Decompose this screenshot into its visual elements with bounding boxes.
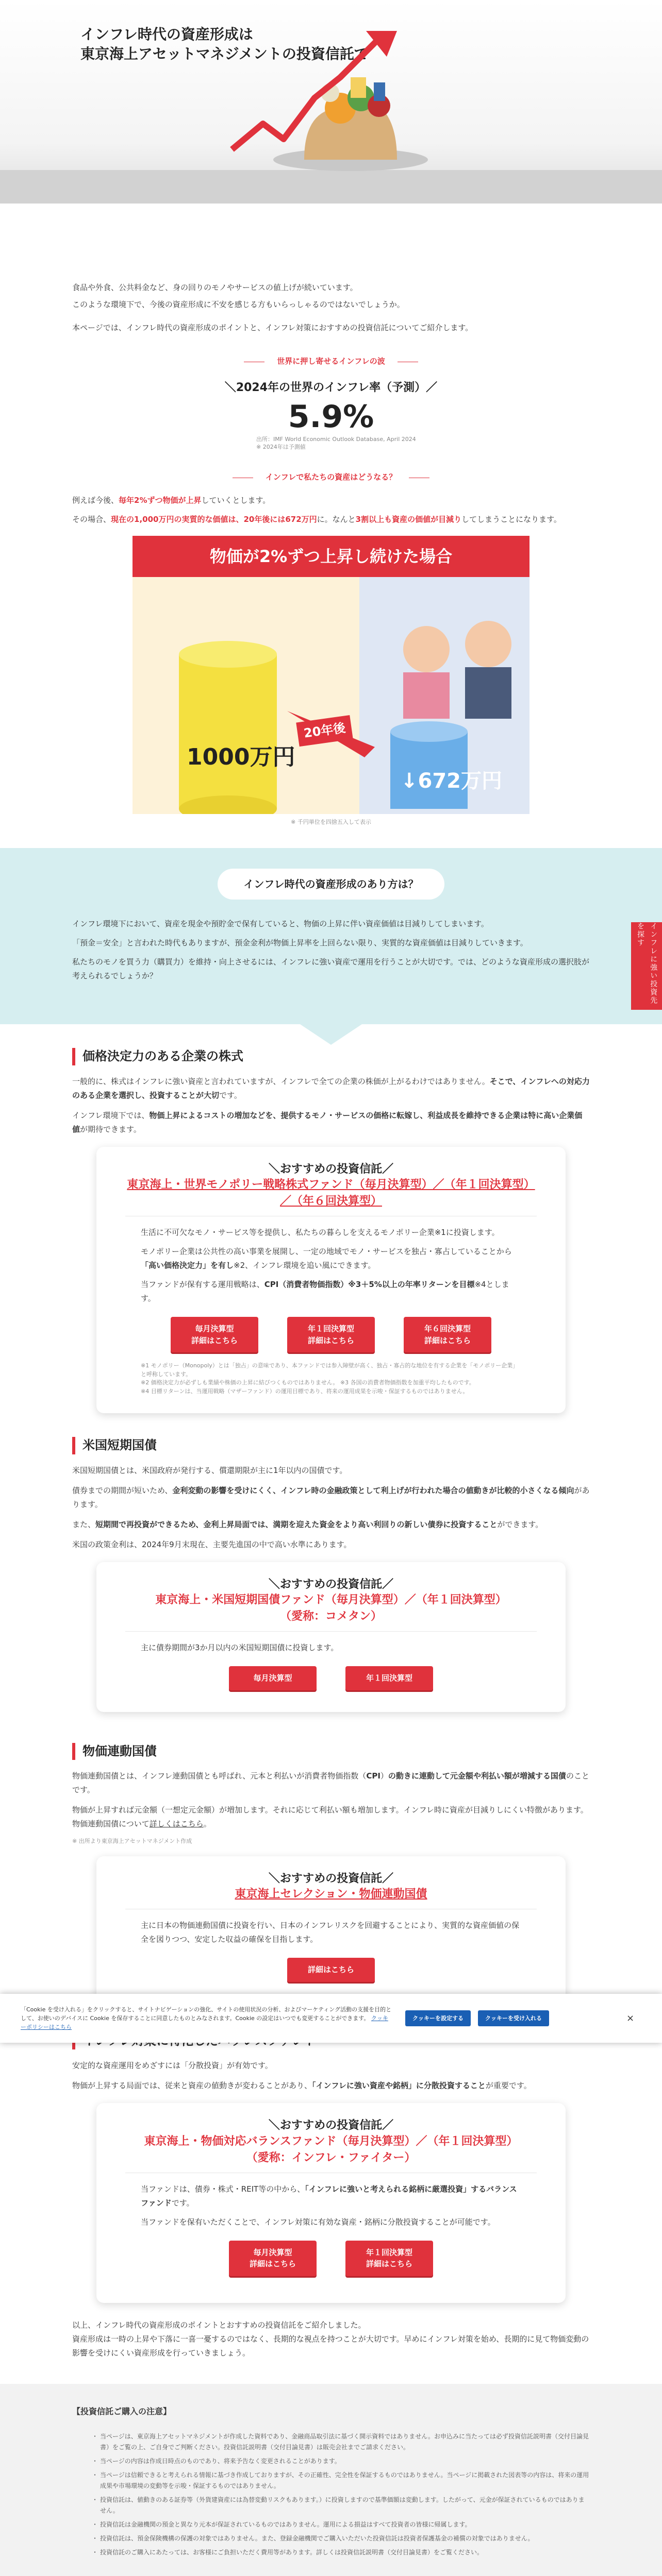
body-text: 当ファンドを保有いただくことで、インフレ対策に有効な資産・銘柄に分散投資することが可能です。 bbox=[141, 2217, 495, 2227]
asset-formation-section bbox=[0, 848, 662, 1024]
monthly-detail-button[interactable]: 毎月決算型 詳細はこちら bbox=[229, 2241, 317, 2276]
fund-name-link[interactable]: 東京海上・米国短期国債ファンド（毎月決算型）／（年１回決算型） （愛称：コメタン） bbox=[125, 1592, 537, 1632]
years-badge: 20年後 bbox=[296, 715, 353, 747]
fine-print: ※4 目標リターンは、当運用戦略（マザーファンド）の運用目標であり、将来の運用成果を示唆・保証するものではありません。 bbox=[141, 1387, 469, 1395]
button-row bbox=[125, 1317, 537, 1352]
body-text: 例えば今後、毎年2%ずつ物価が上昇していくとします。 bbox=[72, 496, 271, 505]
body-text: その場合、現在の1,000万円の実質的な価値は、20年後には672万円に。なんと3割以上も資産の価値が目減りしてしまうことになります。 bbox=[72, 515, 561, 524]
body-text: 安定的な資産運用をめざすには「分散投資」が有効です。 bbox=[72, 2061, 273, 2071]
annual-detail-button[interactable]: 年１回決算型 bbox=[345, 1666, 433, 1690]
inflation-rate-box bbox=[220, 378, 442, 451]
purchase-notice bbox=[0, 2384, 662, 2576]
body-text: モノポリー企業は公共性の高い事業を展開し、一定の地域でモノ・サービスを独占・寡占していることから「高い価格決定力」を有し※2、インフレ環境を追い風にできます。 bbox=[141, 1247, 512, 1270]
button-row bbox=[125, 1958, 537, 1982]
hero-title-line1: インフレ時代の資産形成は bbox=[80, 26, 253, 43]
section-heading: インフレで私たちの資産はどうなる？ bbox=[72, 470, 590, 484]
equity-section bbox=[72, 1048, 590, 1137]
fund-card-monopoly bbox=[96, 1147, 566, 1413]
section-heading: インフレ時代の資産形成のあり方は？ bbox=[218, 869, 444, 900]
body-text: 物価が上昇する局面では、従来と資産の値動きが変わることがあり、「インフレに強い資産や銘柄」に分散投資することが重要です。 bbox=[72, 2081, 532, 2091]
list-item: ・ 投資信託は、預金保険機構の保護の対象ではありません。また、登録金融機関でご購入いただいた投資信託は投資者保護基金の補償の対象ではありません。 bbox=[93, 2533, 590, 2544]
detail-link[interactable]: 詳しくはこちら bbox=[149, 1819, 204, 1829]
body-text: 以上、インフレ時代の資産形成のポイントとおすすめの投資信託をご紹介しました。 bbox=[72, 2320, 366, 2330]
hero-title-line2: 東京海上アセットマネジメントの投資信託で bbox=[80, 45, 369, 62]
amount-now: 1000万円 bbox=[187, 744, 295, 771]
list-item: ・ 投資信託のご購入にあたっては、お客様にご負担いただく費用等があります。詳しくは投資信託説明書（交付目論見書）をご覧ください。 bbox=[93, 2547, 590, 2558]
intro bbox=[72, 204, 590, 335]
inflation-rate-value: 5.9% bbox=[288, 398, 374, 435]
body-text: 一般的に、株式はインフレに強い資産と言われていますが、インフレで全ての企業の株価が上がるわけではありません。そこで、インフレへの対応力のある企業を選択し、投資することが大切です。 bbox=[72, 1076, 590, 1100]
fund-card-treasury bbox=[96, 1562, 566, 1712]
body-text: 主に日本の物価連動国債に投資を行い、日本のインフレリスクを回避することにより、実質的な資産価値の保全を図りつつ、安定した収益の確保を目指します。 bbox=[141, 1921, 520, 1944]
annual-detail-button[interactable]: 年１回決算型 詳細はこちら bbox=[345, 2241, 433, 2276]
illustration-banner: 物価が2%ずつ上昇し続けた場合 bbox=[133, 536, 529, 577]
notice-title: 【投資信託ご購入の注意】 bbox=[72, 2406, 172, 2416]
body-text: 私たちのモノを買う力（購買力）を維持・向上させるには、インフレに強い資産で運用を行うことが大切です。では、どのような資産形成の選択肢が考えられるでしょうか？ bbox=[72, 957, 590, 981]
cookie-accept-button[interactable]: クッキーを受け入れる bbox=[478, 2010, 549, 2026]
fund-card-linked bbox=[96, 1856, 566, 2009]
list-item: ・ 当ページは信頼できると考えられる情報に基づき作成しておりますが、その正確性、完全性を保証するものではありません。当ページに掲載された図表等の内容は、将来の運用成果や市場環境の変動等を示唆・保証するものではありません。 bbox=[93, 2470, 590, 2492]
fund-card-label: ＼おすすめの投資信託／ bbox=[268, 2119, 394, 2132]
body-text: また、短期間で再投資ができるため、金利上昇局面では、満期を迎えた資金をより高い利回りの新しい債券に投資することができます。 bbox=[72, 1519, 543, 1529]
monthly-detail-button[interactable]: 毎月決算型 bbox=[229, 1666, 317, 1690]
amount-after: ↓672万円 bbox=[401, 769, 503, 793]
outro bbox=[72, 2318, 590, 2360]
section-heading: 世界に押し寄せるインフレの波 bbox=[72, 354, 590, 368]
inflation-rate-label: ＼2024年の世界のインフレ率（予測）／ bbox=[224, 381, 438, 394]
cookie-settings-button[interactable]: クッキーを設定する bbox=[405, 2010, 471, 2026]
fine-print: ※2 価格決定力が必ずしも業績や株価の上昇に結びつくものではありません。 ※3 各国の消費者物価指数を加重平均したものです。 bbox=[141, 1379, 475, 1386]
cookie-text: 「Cookie を受け入れる」をクリックすると、サイトナビゲーションの強化、サイトの使用状況の分析、およびマーケティング活動の支援を目的として、お使いのデバイスに Cookie を保存することに同意したものとみなされます。Cookie の設定はいつでも変更することができます。 クッキーポリシーはこちら bbox=[21, 2006, 392, 2031]
section-title: 物価連動国債 bbox=[72, 1743, 590, 1760]
body-text: 米国短期国債とは、米国政府が発行する、償還期限が主に1年以内の国債です。 bbox=[72, 1465, 347, 1475]
body-text: インフレ環境下において、資産を現金や預貯金で保有していると、物価の上昇に伴い資産価値は目減りしてしまいます。 bbox=[72, 919, 489, 929]
button-row bbox=[125, 1666, 537, 1690]
cookie-policy-link[interactable]: クッキーポリシーはこちら bbox=[21, 2014, 388, 2031]
detail-button[interactable]: 詳細はこちら bbox=[287, 1958, 375, 1982]
fund-card-label: ＼おすすめの投資信託／ bbox=[268, 1578, 394, 1591]
rising-prices-illustration bbox=[227, 21, 449, 175]
body-text: 米国の政策金利は、2024年9月末現在、主要先進国の中で高い水準にあります。 bbox=[72, 1539, 352, 1549]
illustration-note: ※ 千円単位を四捨五入して表示 bbox=[291, 819, 371, 826]
intro-text: このような環境下で、今後の資産形成に不安を感じる方もいらっしゃるのではないでしょうか。 bbox=[72, 300, 405, 309]
section-title: 価格決定力のある企業の株式 bbox=[72, 1048, 590, 1065]
list-item: ・ 投資信託は、値動きのある証券等（外貨建資産には為替変動リスクもあります。）に投資しますので基準価額は変動します。したがって、元金が保証されているものではありません。 bbox=[93, 2495, 590, 2516]
monthly-detail-button[interactable]: 毎月決算型 詳細はこちら bbox=[171, 1317, 258, 1352]
fund-card-label: ＼おすすめの投資信託／ bbox=[268, 1162, 394, 1176]
body-text: 資産形成は一時の上昇や下落に一喜一憂するのではなく、長期的な視点を持つことが大切です。早めにインフレ対策を始め、長期的に見て物価変動の影響を受けにくい資産形成を行っていきましょう。 bbox=[72, 2334, 589, 2358]
close-icon[interactable]: × bbox=[626, 2012, 635, 2024]
section-title: 米国短期国債 bbox=[72, 1437, 590, 1454]
price-rise-illustration bbox=[133, 536, 529, 814]
list-item: ・ 当ページは、東京海上アセットマネジメントが作成した資料であり、金融商品取引法に基づく開示資料ではありません。お申込みに当たっては必ず投資信託説明書（交付目論見書）をご覧の上、ご自身でご判断ください。投資信託説明書（交付目論見書）は販売会社までご請求ください。 bbox=[93, 2431, 590, 2453]
body-text: 物価連動国債とは、インフレ連動国債とも呼ばれ、元本と利払いが消費者物価指数（CPI）の動きに連動して元金額や利払い額が増減する国債のことです。 bbox=[72, 1771, 589, 1795]
list-item: ・ 当ページの内容は作成日時点のものであり、将来予告なく変更されることがあります。 bbox=[93, 2456, 590, 2467]
find-investment-side-tab[interactable]: インフレに強い投資先を探す bbox=[631, 922, 662, 1010]
fine-print: ※1 モノポリー（Monopoly）とは「独占」の意味であり、本ファンドでは参入障壁が高く、独占・寡占的な地位を有する企業を「モノポリー企業」と呼称しています。 bbox=[141, 1362, 519, 1378]
money-section bbox=[72, 470, 590, 527]
body-text: インフレ環境下では、物価上昇によるコストの増加などを、提供するモノ・サービスの価格に転嫁し、利益成長を維持できる企業は特に高い企業価値が期待できます。 bbox=[72, 1110, 583, 1134]
intro-text: 本ページでは、インフレ時代の資産形成のポイントと、インフレ対策におすすめの投資信託についてご紹介します。 bbox=[72, 323, 473, 332]
body-text: 主に債券期間が3か月以内の米国短期国債に投資します。 bbox=[141, 1643, 339, 1653]
hero bbox=[0, 0, 662, 204]
fund-name-link[interactable]: 東京海上・世界モノポリー戦略株式ファンド（毎月決算型）／（年１回決算型）／（年６回決算型） bbox=[125, 1177, 537, 1216]
body-text: 生活に不可欠なモノ・サービス等を提供し、私たちの暮らしを支えるモノポリー企業※1に投資します。 bbox=[141, 1228, 500, 1238]
fine-print: ※ 出所より東京海上アセットマネジメント作成 bbox=[72, 1838, 192, 1845]
body-text: 当ファンドは、債券・株式・REIT等の中から、「インフレに強いと考えられる銘柄に厳選投資」するバランスファンドです。 bbox=[141, 2184, 517, 2208]
button-row bbox=[125, 2241, 537, 2276]
fund-name-link[interactable]: 東京海上・物価対応バランスファンド（毎月決算型）／（年１回決算型） （愛称：インフレ・ファイター） bbox=[125, 2133, 537, 2173]
body-text: 当ファンドが保有する運用戦略は、CPI（消費者物価指数）※3＋5%以上の年率リターンを目標※4とします。 bbox=[141, 1280, 509, 1303]
intro-text: 食品や外食、公共料金など、身の回りのモノやサービスの値上げが続いています。 bbox=[72, 283, 358, 292]
treasury-section bbox=[72, 1437, 590, 1552]
down-arrow-icon bbox=[300, 1024, 362, 1045]
body-text: 債券までの期間が短いため、金利変動の影響を受けにくく、インフレ時の金融政策として利上げが行われた場合の値動きが比較的小さくなる傾向があります。 bbox=[72, 1485, 590, 1509]
fund-card-balance bbox=[96, 2103, 566, 2302]
fund-card-label: ＼おすすめの投資信託／ bbox=[268, 1872, 394, 1885]
six-times-detail-button[interactable]: 年６回決算型 詳細はこちら bbox=[404, 1317, 491, 1352]
list-item: ・ 投資信託は金融機関の預金と異なり元本が保証されているものではありません。運用による損益はすべて投資者の皆様に帰属します。 bbox=[93, 2519, 590, 2530]
inflation-section bbox=[72, 354, 590, 451]
fund-name-link[interactable]: 東京海上セレクション・物価連動国債 bbox=[125, 1886, 537, 1909]
body-text: 「預金＝安全」と言われた時代もありますが、預金金利が物価上昇率を上回らない限り、実質的な資産価値は目減りしていきます。 bbox=[72, 938, 528, 948]
body-text: 物価が上昇すれば元金額（一想定元金額）が増加します。それに応じて利払い額も増加します。インフレ時に資産が目減りしにくい特徴があります。物価連動国債について詳しくはこちら。 bbox=[72, 1805, 588, 1829]
annual-detail-button[interactable]: 年１回決算型 詳細はこちら bbox=[287, 1317, 375, 1352]
cookie-banner bbox=[0, 1994, 662, 2043]
linked-bond-section bbox=[72, 1743, 590, 1846]
inflation-source: 出所：IMF World Economic Outlook Database, April 2024 ※ 2024年は予測値 bbox=[256, 435, 416, 450]
notice-list bbox=[72, 2431, 590, 2558]
